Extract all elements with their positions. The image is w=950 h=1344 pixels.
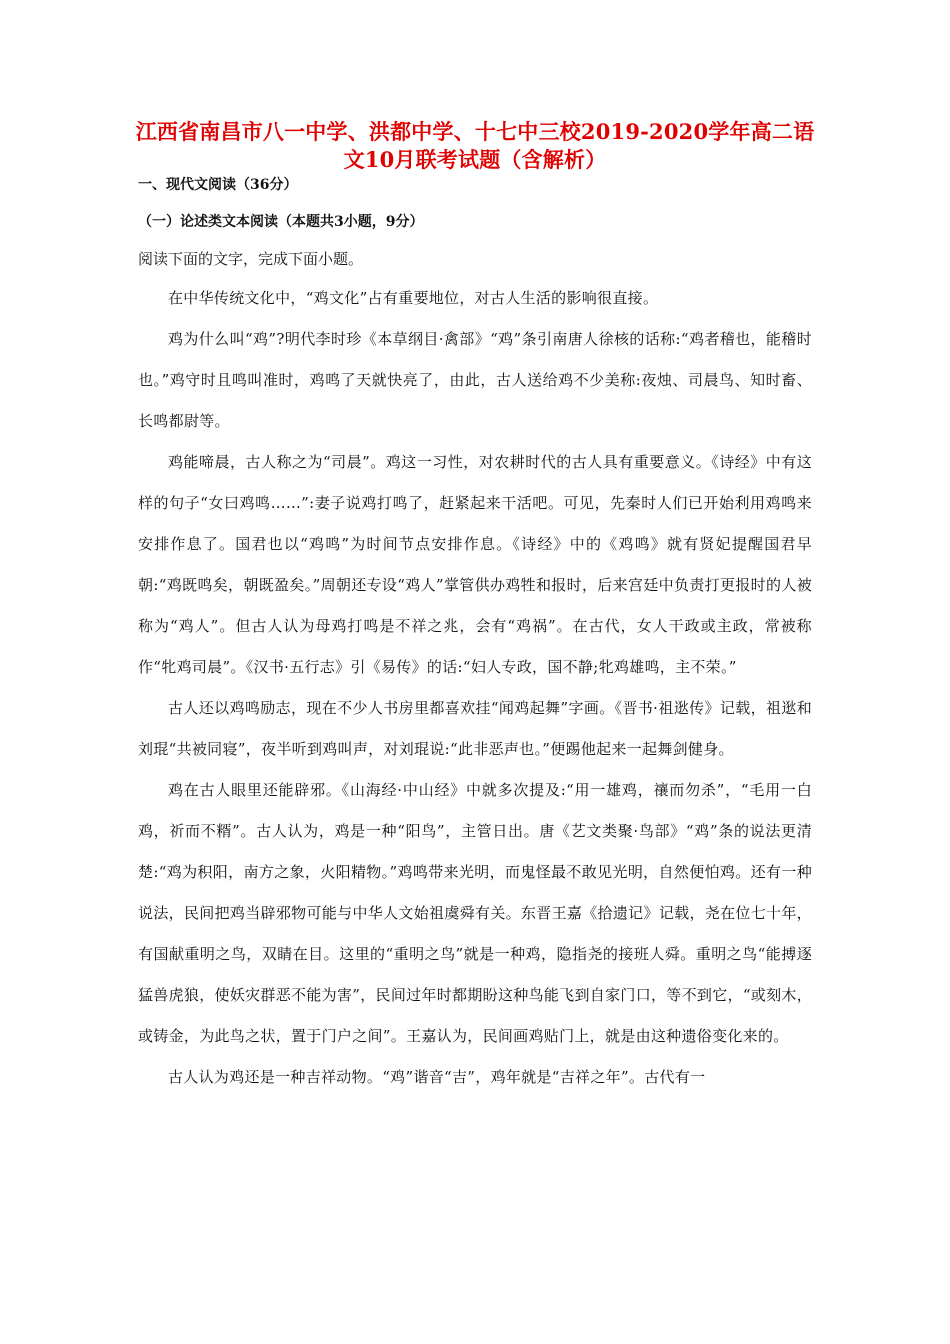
paragraph-1: 在中华传统文化中，“鸡文化”占有重要地位，对古人生活的影响很直接。 bbox=[168, 289, 659, 307]
document-body bbox=[138, 175, 812, 1098]
paragraph-2: 鸡为什么叫“鸡”?明代李时珍《本草纲目·禽部》“鸡”条引南唐人徐核的话称:“鸡者稽也，能稽时也。”鸡守时且鸣叫准时，鸡鸣了天就快亮了，由此，古人送给鸡不少美称:夜烛、司晨鸟、知时畜、长鸣都尉等。 bbox=[138, 330, 812, 430]
reading-instruction: 阅读下面的文字，完成下面小题。 bbox=[138, 250, 364, 268]
paragraph-3: 鸡能啼晨，古人称之为“司晨”。鸡这一习性，对农耕时代的古人具有重要意义。《诗经》中有这样的句子“女曰鸡鸣……”:妻子说鸡打鸣了，赶紧起来干活吧。可见，先秦时人们已开始利用鸡鸣来安排作息了。国君也以“鸡鸣”为时间节点安排作息。《诗经》中的《鸡鸣》就有贤妃提醒国君早朝:“鸡既鸣矣，朝既盈矣。”周朝还专设“鸡人”掌管供办鸡牲和报时，后来宫廷中负责打更报时的人被称为“鸡人”。但古人认为母鸡打鸣是不祥之兆，会有“鸡祸”。在古代，女人干政或主政，常被称作“牝鸡司晨”。《汉书·五行志》引《易传》的话:“妇人专政，国不静;牝鸡雄鸣，主不荣。” bbox=[138, 453, 812, 676]
paragraph-4: 古人还以鸡鸣励志，现在不少人书房里都喜欢挂“闻鸡起舞”字画。《晋书·祖逖传》记载，祖逖和刘琨“共被同寝”，夜半听到鸡叫声，对刘琨说:“此非恶声也。”便踢他起来一起舞剑健身。 bbox=[138, 699, 812, 758]
section-heading: 一、现代文阅读（36分） bbox=[138, 177, 298, 193]
paragraph-6: 古人认为鸡还是一种吉祥动物。“鸡”谐音“吉”，鸡年就是“吉祥之年”。古代有一 bbox=[168, 1068, 706, 1086]
paragraph-5: 鸡在古人眼里还能辟邪。《山海经·中山经》中就多次提及:“用一雄鸡，禳而勿杀”，“毛用一白鸡，祈而不糈”。古人认为，鸡是一种“阳鸟”，主管日出。唐《艺文类聚·鸟部》“鸡”条的说法更清楚:“鸡为积阳，南方之象，火阳精物。”鸡鸣带来光明，而鬼怪最不敢见光明，自然便怕鸡。还有一种说法，民间把鸡当辟邪物可能与中华人文始祖虞舜有关。东晋王嘉《拾遗记》记载，尧在位七十年，有国献重明之鸟，双睛在目。这里的“重明之鸟”就是一种鸡，隐指尧的接班人舜。重明之鸟“能搏逐猛兽虎狼，使妖灾群恶不能为害”，民间过年时都期盼这种鸟能飞到自家门口，等不到它，“或刻木，或铸金，为此鸟之状，置于门户之间”。王嘉认为，民间画鸡贴门上，就是由这种遗俗变化来的。 bbox=[138, 781, 812, 1045]
subsection-heading: （一）论述类文本阅读（本题共3小题，9分） bbox=[138, 214, 424, 230]
document-title: 江西省南昌市八一中学、洪都中学、十七中三校2019-2020学年高二语文10月联考试题（含解析） bbox=[135, 119, 815, 172]
